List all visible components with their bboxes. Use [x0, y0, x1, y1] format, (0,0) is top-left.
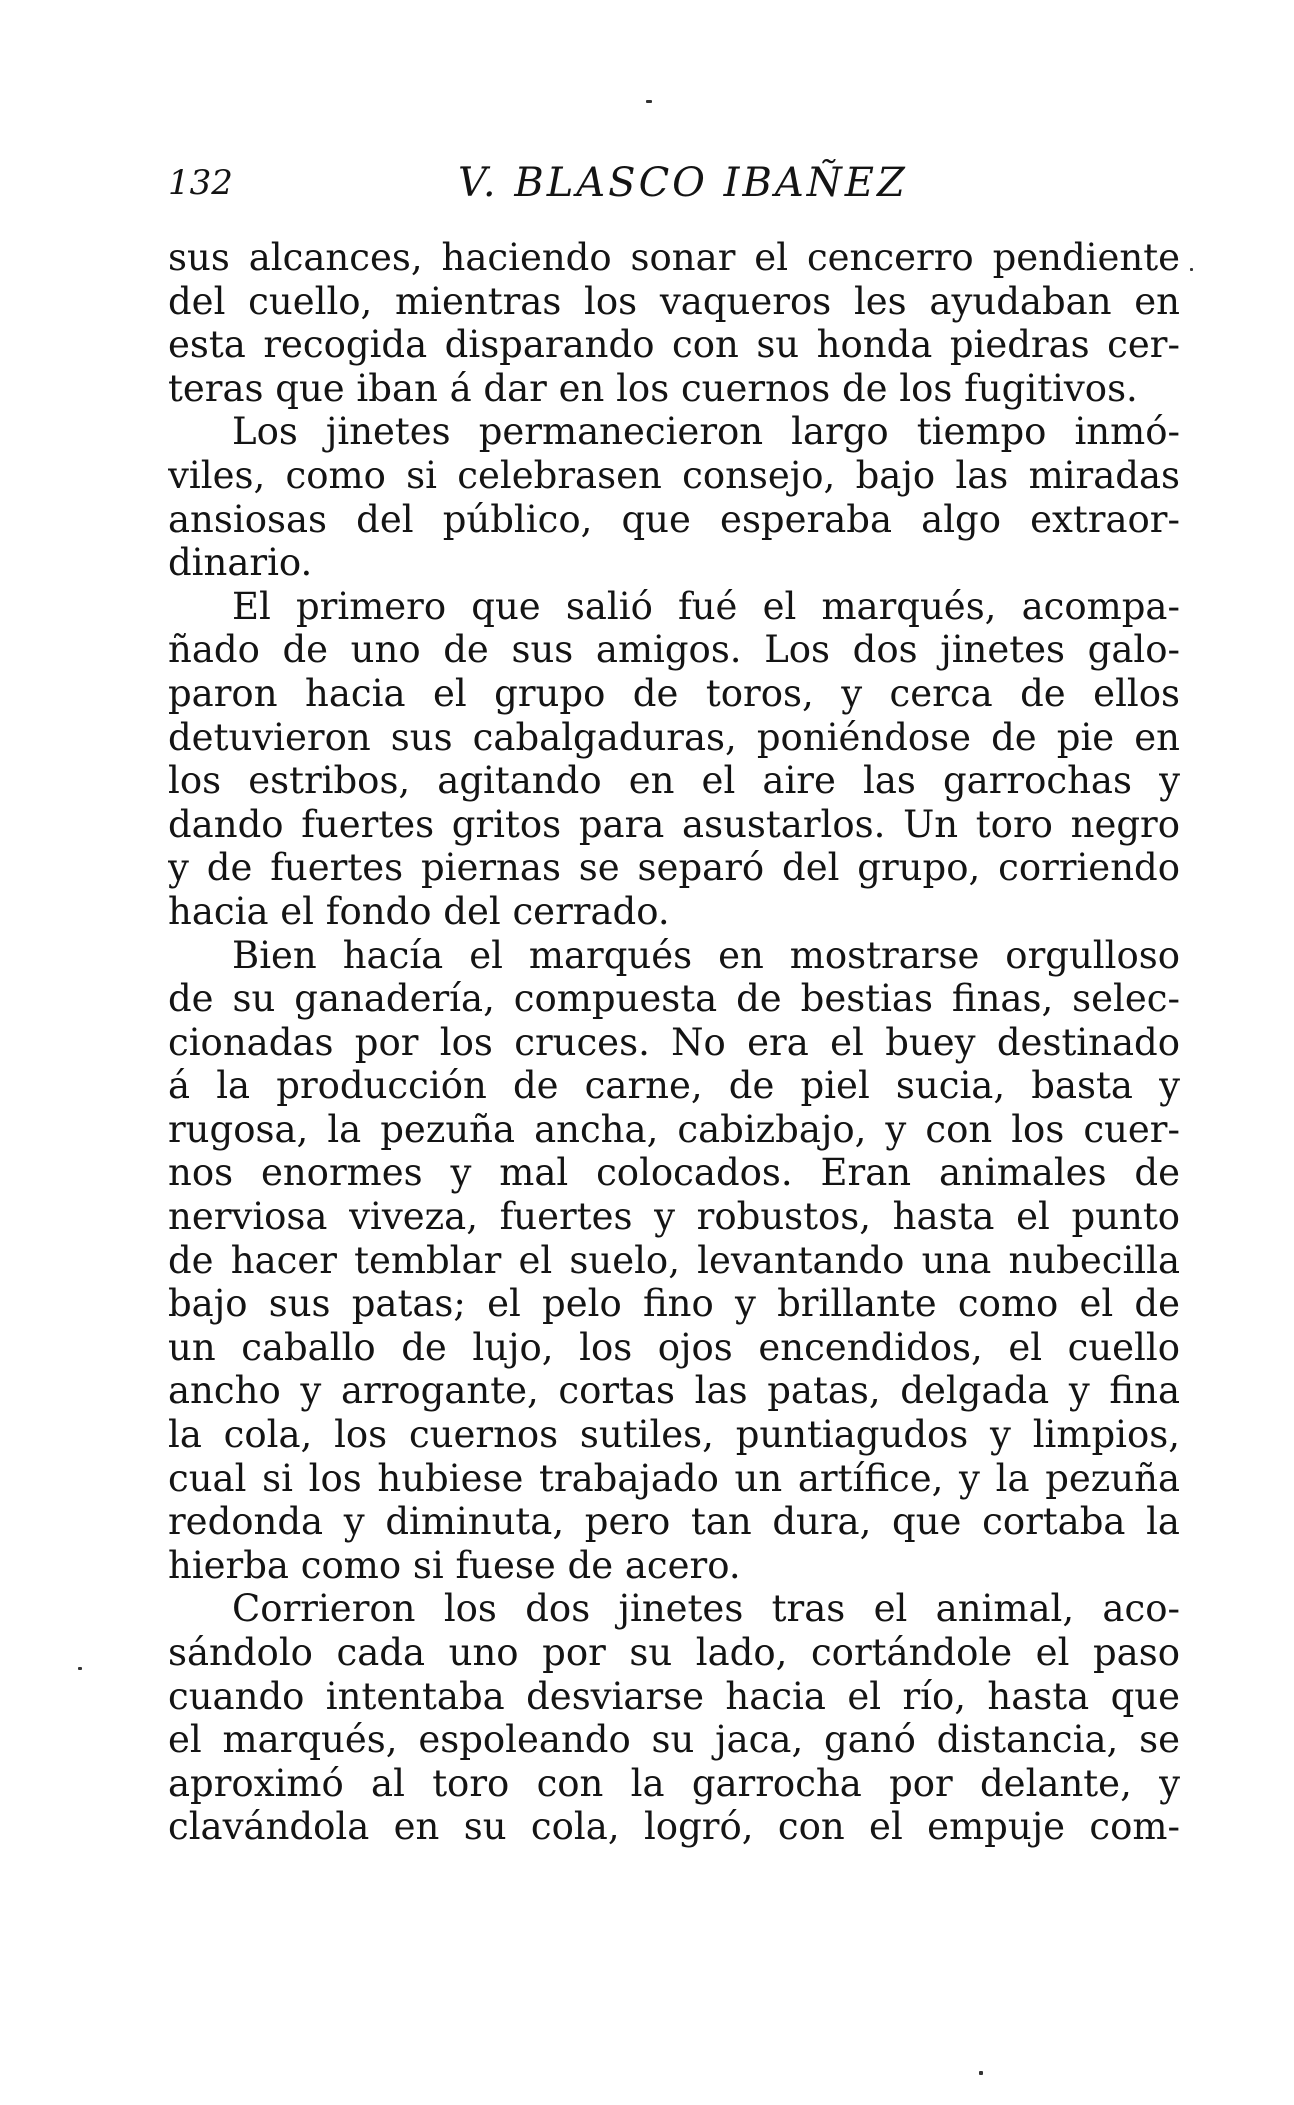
text-line: esta recogida disparando con su honda piedras cer- — [168, 323, 1180, 367]
text-line: dinario. — [168, 541, 313, 585]
running-head: V. BLASCO IBAÑEZ — [458, 160, 908, 206]
text-line: cionadas por los cruces. No era el buey destinado — [168, 1020, 1180, 1064]
text-line: sándolo cada uno por su lado, cortándole el paso — [168, 1631, 1180, 1674]
text-line: la cola, los cuernos sutiles, puntiagudos y limpios, — [168, 1413, 1180, 1457]
text-line: ansiosas del público, que esperaba algo extraor- — [168, 497, 1180, 541]
text-line: de hacer temblar el suelo, levantando una nubecilla — [168, 1238, 1180, 1282]
text-line: cual si los hubiese trabajado un artífice, y la pezuña — [168, 1456, 1180, 1500]
text-line: un caballo de lujo, los ojos encendidos, el cuello — [168, 1325, 1180, 1369]
page-header — [168, 158, 1180, 208]
page-number: 132 — [168, 163, 233, 203]
text-line: viles, como si celebrasen consejo, bajo las miradas — [168, 453, 1180, 497]
text-line: dando fuertes gritos para asustarlos. Un toro negro — [168, 802, 1180, 846]
text-line: teras que iban á dar en los cuernos de los fugitivos. — [168, 366, 1138, 410]
text-line: hierba como si fuese de acero. — [168, 1543, 741, 1587]
text-line: nos enormes y mal colocados. Eran animales de — [168, 1151, 1180, 1195]
text-line: paron hacia el grupo de toros, y cerca de ellos — [168, 671, 1180, 715]
text-line: Bien hacía el marqués en mostrarse orgulloso — [232, 933, 1180, 977]
text-line: bajo sus patas; el pelo fino y brillante como el de — [168, 1282, 1180, 1326]
text-line: y de fuertes piernas se separó del grupo, corriendo — [168, 846, 1180, 890]
text-line: del cuello, mientras los vaqueros les ayudaban en — [168, 279, 1180, 323]
print-speck — [1190, 268, 1193, 271]
print-speck — [646, 100, 652, 103]
text-line: detuvieron sus cabalgaduras, poniéndose de pie en — [168, 715, 1180, 759]
text-line: cuando intentaba desviarse hacia el río, hasta que — [168, 1674, 1180, 1718]
text-line: redonda y diminuta, pero tan dura, que cortaba la — [168, 1500, 1180, 1544]
text-line: de su ganadería, compuesta de bestias finas, selec- — [168, 977, 1180, 1021]
text-line: á la producción de carne, de piel sucia, basta y — [168, 1064, 1180, 1108]
text-line: El primero que salió fué el marqués, acompa- — [232, 584, 1180, 628]
text-line: clavándola en su cola, logró, con el empuje com- — [168, 1805, 1180, 1849]
text-line: ancho y arrogante, cortas las patas, delgada y fina — [168, 1369, 1180, 1413]
text-line: Corrieron los dos jinetes tras el animal, aco- — [232, 1587, 1180, 1631]
print-speck — [78, 1667, 82, 1670]
body-text — [168, 236, 1180, 1849]
text-line: el marqués, espoleando su jaca, ganó distancia, se — [168, 1718, 1180, 1762]
text-line: hacia el fondo del cerrado. — [168, 889, 670, 933]
text-line: aproximó al toro con la garrocha por delante, y — [168, 1761, 1180, 1805]
text-line: Los jinetes permanecieron largo tiempo inmó- — [232, 410, 1180, 454]
print-speck — [979, 2071, 983, 2075]
text-line: rugosa, la pezuña ancha, cabizbajo, y con los cuer- — [168, 1107, 1180, 1151]
text-line: ñado de uno de sus amigos. Los dos jinetes galo- — [168, 628, 1180, 672]
text-line: los estribos, agitando en el aire las garrochas y — [168, 759, 1180, 803]
text-line: sus alcances, haciendo sonar el cencerro pendiente — [168, 236, 1180, 279]
text-line: nerviosa viveza, fuertes y robustos, hasta el punto — [168, 1195, 1180, 1239]
